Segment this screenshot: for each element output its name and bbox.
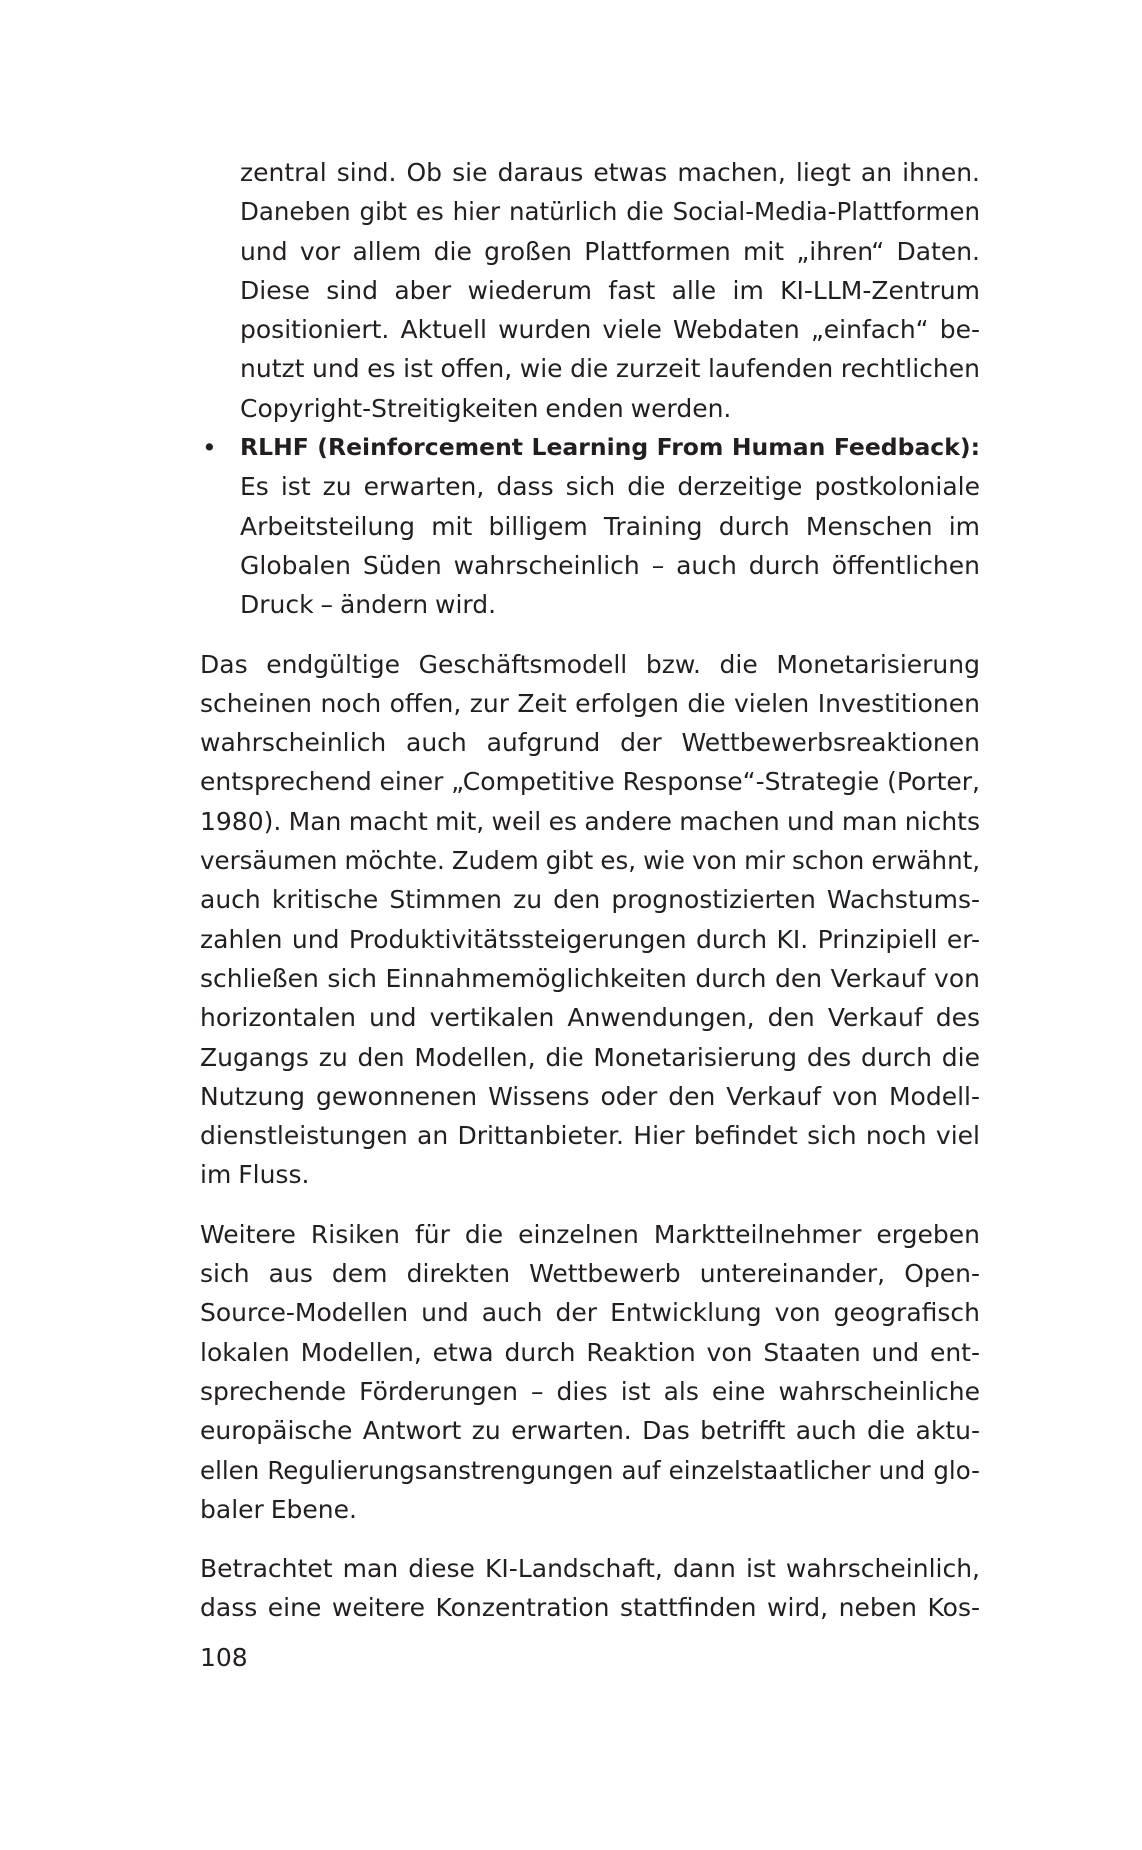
text-line: im Fluss. [200, 1160, 310, 1190]
text-line: zahlen und Produktivitätssteigerungen durch KI. Prinzipiell er- [200, 924, 980, 954]
page-number: 108 [200, 1643, 248, 1672]
text-line: Globalen Süden wahrscheinlich – auch durch öffentlichen [240, 550, 980, 580]
text-line: nutzt und es ist offen, wie die zurzeit laufenden rechtlichen [240, 354, 980, 384]
text-line: auch kritische Stimmen zu den prognostizierten Wachstums- [200, 885, 980, 915]
text-line: lokalen Modellen, etwa durch Reaktion von Staaten und ent- [200, 1337, 980, 1367]
text-line: Daneben gibt es hier natürlich die Social-Media-Plattformen [240, 197, 980, 227]
text-line: Betrachtet man diese KI-Landschaft, dann ist wahrscheinlich, [200, 1554, 980, 1584]
text-line: sprechende Förderungen – dies ist als eine wahrscheinliche [200, 1376, 980, 1406]
text-line: sich aus dem direkten Wettbewerb untereinander, Open- [200, 1259, 980, 1289]
text-line: dass eine weitere Konzentration stattfinden wird, neben Kos- [200, 1593, 980, 1623]
text-line: baler Ebene. [200, 1494, 357, 1524]
text-line: 1980). Man macht mit, weil es andere machen und man nichts [200, 806, 980, 836]
paragraph-business-model [200, 645, 980, 1195]
text-line: Weitere Risiken für die einzelnen Marktteilnehmer ergeben [200, 1219, 980, 1249]
text-line: versäumen möchte. Zudem gibt es, wie von mir schon erwähnt, [200, 846, 980, 876]
bullet-list [200, 153, 980, 625]
text-line: Das endgültige Geschäftsmodell bzw. die Monetarisierung [200, 649, 980, 679]
text-line: wahrscheinlich auch aufgrund der Wettbewerbsreaktionen [200, 728, 980, 758]
bullet-item-continuation [200, 153, 980, 428]
bullet-marker: • [202, 433, 217, 463]
text-line: ellen Regulierungsanstrengungen auf einzelstaatlicher und glo- [200, 1455, 980, 1485]
paragraph-risks [200, 1215, 980, 1529]
text-line: Arbeitsteilung mit billigem Training durch Menschen im [240, 511, 980, 541]
paragraph-concentration [200, 1549, 980, 1628]
text-line: scheinen noch offen, zur Zeit erfolgen die vielen Investitionen [200, 688, 980, 718]
text-line: horizontalen und vertikalen Anwendungen, den Verkauf des [200, 1003, 980, 1033]
text-line: und vor allem die großen Plattformen mit „ihren“ Daten. [240, 236, 980, 266]
text-line: zentral sind. Ob sie daraus etwas machen, liegt an ihnen. [240, 158, 980, 187]
text-line: Zugangs zu den Modellen, die Monetarisierung des durch die [200, 1042, 980, 1072]
text-line: Druck – ändern wird. [240, 590, 497, 620]
text-line: Diese sind aber wiederum fast alle im KI-LLM-Zentrum [240, 275, 980, 305]
text-line: schließen sich Einnahmemöglichkeiten durch den Verkauf von [200, 963, 980, 993]
text-line: dienstleistungen an Drittanbieter. Hier befindet sich noch viel [200, 1121, 980, 1151]
text-line: entsprechend einer „Competitive Response“-Strategie (Porter, [200, 767, 980, 797]
text-line: europäische Antwort zu erwarten. Das betrifft auch die aktu- [200, 1416, 980, 1446]
text-line: Nutzung gewonnenen Wissens oder den Verkauf von Modell- [200, 1081, 980, 1111]
text-line: Copyright-Streitigkeiten enden werden. [240, 393, 732, 423]
text-line: Source-Modellen und auch der Entwicklung von geografisch [200, 1298, 980, 1328]
page-body [200, 153, 980, 1628]
text-line: Es ist zu erwarten, dass sich die derzeitige postkoloniale [240, 472, 980, 502]
bullet-heading: RLHF (Reinforcement Learning From Human Feedback): [240, 433, 980, 462]
bullet-item-rlhf [200, 428, 980, 624]
text-line: positioniert. Aktuell wurden viele Webdaten „einfach“ be- [240, 315, 980, 345]
